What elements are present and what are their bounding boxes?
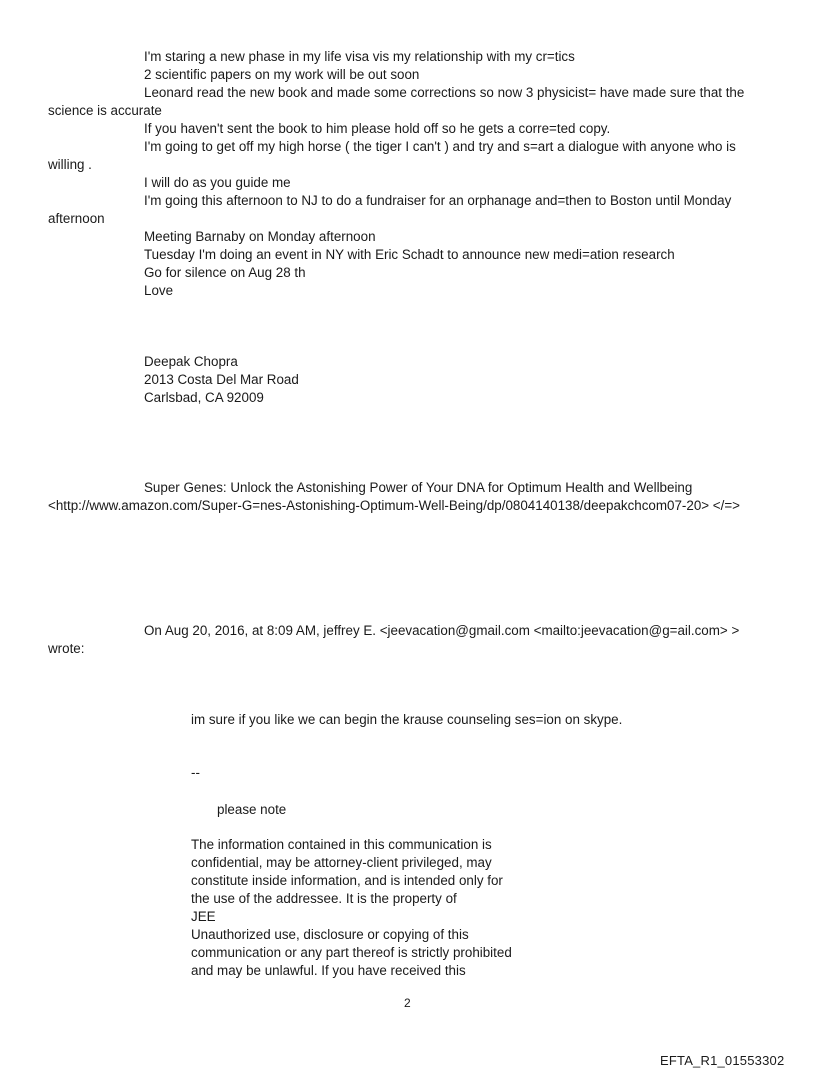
body-line: I'm going to get off my high horse ( the tiger I can't ) and try and s=art a dialogue with anyone who is	[144, 139, 736, 154]
quote-header-wrap: wrote:	[48, 641, 85, 656]
signature-name: Deepak Chopra	[144, 354, 238, 369]
quote-header: On Aug 20, 2016, at 8:09 AM, jeffrey E. <jeevacation@gmail.com <mailto:jeevacation@g=ail.com> >	[144, 623, 740, 638]
note-heading: please note	[217, 802, 287, 817]
body-line-wrap: afternoon	[48, 211, 105, 226]
body-line: Leonard read the new book and made some corrections so now 3 physicist= have made sure that the	[144, 85, 745, 100]
disclaimer-line: the use of the addressee. It is the property of	[191, 891, 457, 906]
signature-city: Carlsbad, CA 92009	[144, 390, 264, 405]
disclaimer-line: confidential, may be attorney-client privileged, may	[191, 855, 492, 870]
disclaimer-line: and may be unlawful. If you have received this	[191, 963, 466, 978]
signature-separator: --	[191, 765, 200, 780]
sign-off: Love	[144, 283, 174, 298]
body-line: I'm going this afternoon to NJ to do a fundraiser for an orphanage and=then to Boston until Monday	[144, 193, 732, 208]
body-line: 2 scientific papers on my work will be out soon	[144, 67, 420, 82]
book-link[interactable]: <http://www.amazon.com/Super-G=nes-Astonishing-Optimum-Well-Being/dp/0804140138/deepakchcom07-20> </=>	[48, 498, 740, 513]
body-line-wrap: willing .	[48, 157, 92, 172]
disclaimer-line: The information contained in this communication is	[191, 837, 492, 852]
signature-street: 2013 Costa Del Mar Road	[144, 372, 299, 387]
quoted-message: im sure if you like we can begin the krause counseling ses=ion on skype.	[191, 712, 623, 727]
book-title: Super Genes: Unlock the Astonishing Power of Your DNA for Optimum Health and Wellbeing	[144, 480, 693, 495]
body-line: I will do as you guide me	[144, 175, 291, 190]
disclaimer-line: JEE	[191, 909, 216, 924]
disclaimer-line: communication or any part thereof is strictly prohibited	[191, 945, 512, 960]
disclaimer-line: Unauthorized use, disclosure or copying of this	[191, 927, 469, 942]
bates-id: EFTA_R1_01553302	[660, 1053, 785, 1068]
body-line: If you haven't sent the book to him please hold off so he gets a corre=ted copy.	[144, 121, 611, 136]
disclaimer-line: constitute inside information, and is intended only for	[191, 873, 503, 888]
body-line: Meeting Barnaby on Monday afternoon	[144, 229, 376, 244]
body-line: I'm staring a new phase in my life visa vis my relationship with my cr=tics	[144, 49, 575, 64]
body-line: Tuesday I'm doing an event in NY with Eric Schadt to announce new medi=ation research	[144, 247, 675, 262]
body-line: Go for silence on Aug 28 th	[144, 265, 306, 280]
body-line-wrap: science is accurate	[48, 103, 162, 118]
page-number: 2	[404, 996, 411, 1010]
